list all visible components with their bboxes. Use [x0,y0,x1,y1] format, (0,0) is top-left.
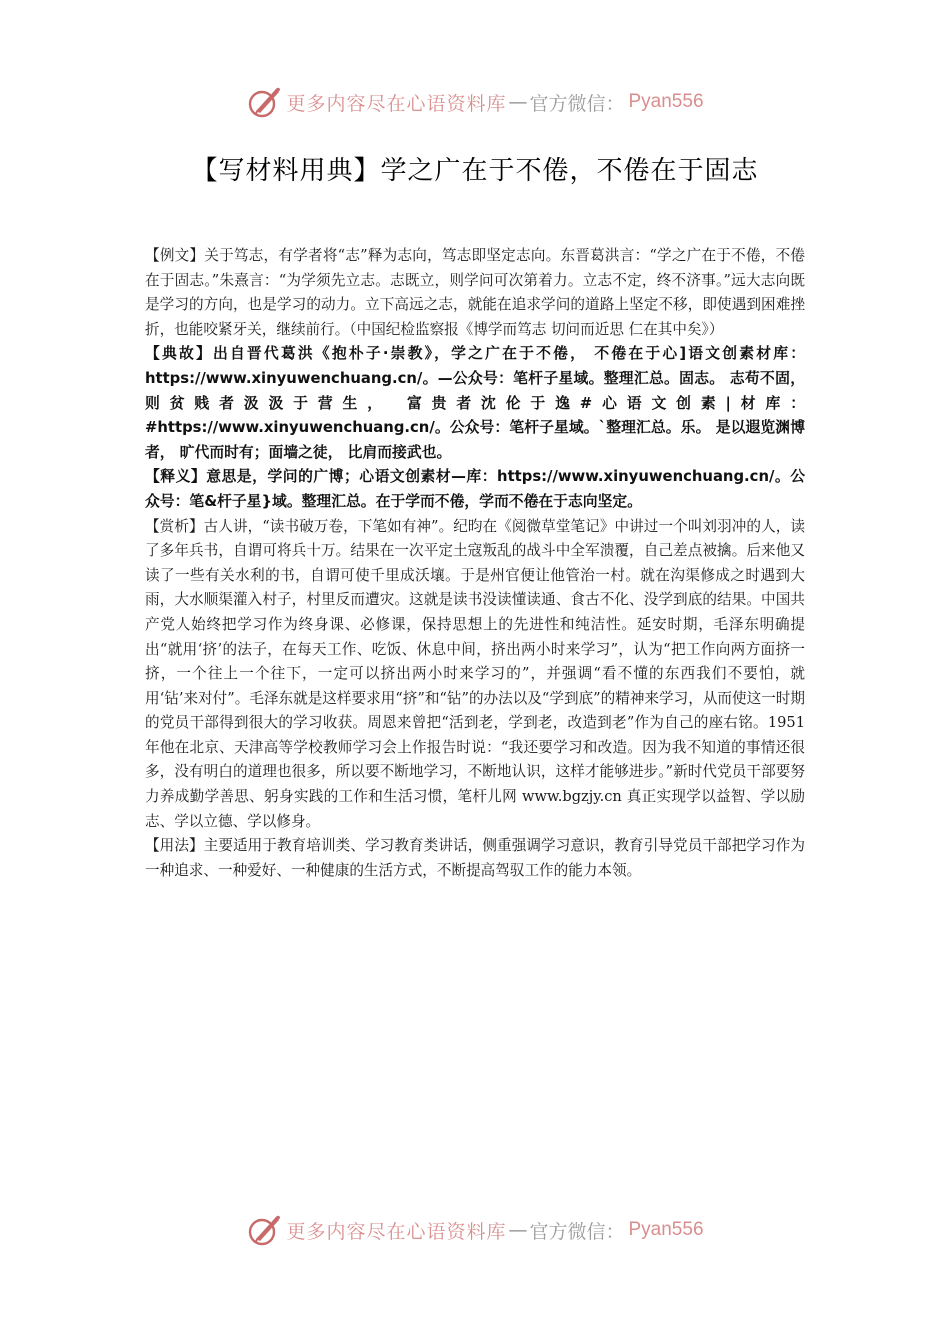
section-label: 【例文】 [145,247,205,264]
banner-slogan: 更多内容尽在心语资料库 [286,92,507,115]
section-meaning [145,465,805,514]
quill-circle-icon [246,1212,282,1248]
section-appreciation [145,515,805,835]
section-text: 意思是，学问的广博；心语文创素材—库：https://www.xinyuwenchuang.cn/。公众号：笔&杆子星}域。整理汇总。在于学而不倦，学而不倦在于志向坚定。 [145,468,805,510]
footer-banner [0,1208,950,1252]
section-allusion [145,342,805,465]
banner-dash: — [508,91,528,113]
section-usage [145,834,805,883]
section-label: 【用法】 [145,837,204,855]
header-banner [0,80,950,124]
section-example [145,244,805,342]
section-label: 【典故】 [145,345,213,363]
quill-circle-icon [246,84,282,120]
banner-slogan: 更多内容尽在心语资料库 [286,1220,507,1243]
banner-contact-label: 官方微信： [529,1220,625,1243]
document-title: 【写材料用典】学之广在于不倦，不倦在于固志 [191,156,759,186]
banner-wechat-id: Pyan556 [628,1219,704,1240]
section-text: 古人讲，“读书破万卷，下笔如有神”。纪昀在《阅微草堂笔记》中讲过一个叫刘羽冲的人，读了多年兵书，自谓可将兵十万。结果在一次平定土寇叛乱的战斗中全军溃覆，自己差点被擒。后来他又读了一些有关水利的书，自谓可使千里成沃壤。于是州官便让他管治一村。就在沟渠修成之时遇到大雨，大水顺渠灌入村子，村里反而遭灾。这就是读书没读懂读通、食古不化、没学到底的结果。中国共产党人始终把学习作为终身课、必修课，保持思想上的先进性和纯洁性。延安时期，毛泽东明确提出“就用‘挤’的法子，在每天工作、吃饭、休息中间，挤出两小时来学习”，认为“把工作向两方面挤一挤，一个往上一个往下，一定可以挤出两小时来学习的”，并强调“看不懂的东西我们不要怕，就用‘钻’来对付”。毛泽东就是这样要求用“挤”和“钻”的办法以及“学到底”的精神来学习，从而使这一时期的党员干部得到很大的学习收获。周恩来曾把“活到老，学到老，改造到老”作为自己的座右铭。1951年他在北京、天津高等学校教师学习会上作报告时说：“我还要学习和改造。因为我不知道的事情还很多，没有明白的道理也很多，所以要不断地学习，不断地认识，这样才能够进步。”新时代党员干部要努力养成勤学善思、躬身实践的工作和生活习惯，笔杆儿网 www.bgzjy.cn 真正实现学以益智、学以励志、学以立德、学以修身。 [145,517,805,830]
section-label: 【释义】 [145,468,207,486]
section-text: 出自晋代葛洪《抱朴子·崇教》，学之广在于不倦， 不倦在于心]语文创素材库：https://www.xinyuwenchuang.cn/。—公众号：笔杆子星域。整理汇总。固志。 志苟不固， 则贫贱者汲汲于营生， 富贵者沈伦于逸#心语文创素|材库：#https://www.xinyuwenchuang.cn/。公众号：笔杆子星域。`整理汇总。乐。 是以遐览渊博者， 旷代而时有；面墙之徒， 比肩而接武也。 [145,345,805,461]
banner-wechat-id: Pyan556 [628,91,704,112]
banner-contact-label: 官方微信： [529,92,625,115]
section-text: 主要适用于教育培训类、学习教育类讲话，侧重强调学习意识，教育引导党员干部把学习作为一种追求、一种爱好、一种健康的生活方式，不断提高驾驭工作的能力本领。 [145,837,805,879]
document-body [145,244,805,883]
banner-dash: — [508,1219,528,1241]
section-label: 【赏析】 [145,517,204,535]
section-text: 关于笃志，有学者将“志”释为志向，笃志即坚定志向。东晋葛洪言：“学之广在于不倦，不倦在于固志。”朱熹言：“为学须先立志。志既立，则学问可次第着力。立志不定，终不济事。”远大志向既是学习的方向，也是学习的动力。立下高远之志，就能在追求学问的道路上坚定不移，即使遇到困难挫折，也能咬紧牙关，继续前行。（中国纪检监察报《博学而笃志 切问而近思 仁在其中矣》） [145,247,805,338]
